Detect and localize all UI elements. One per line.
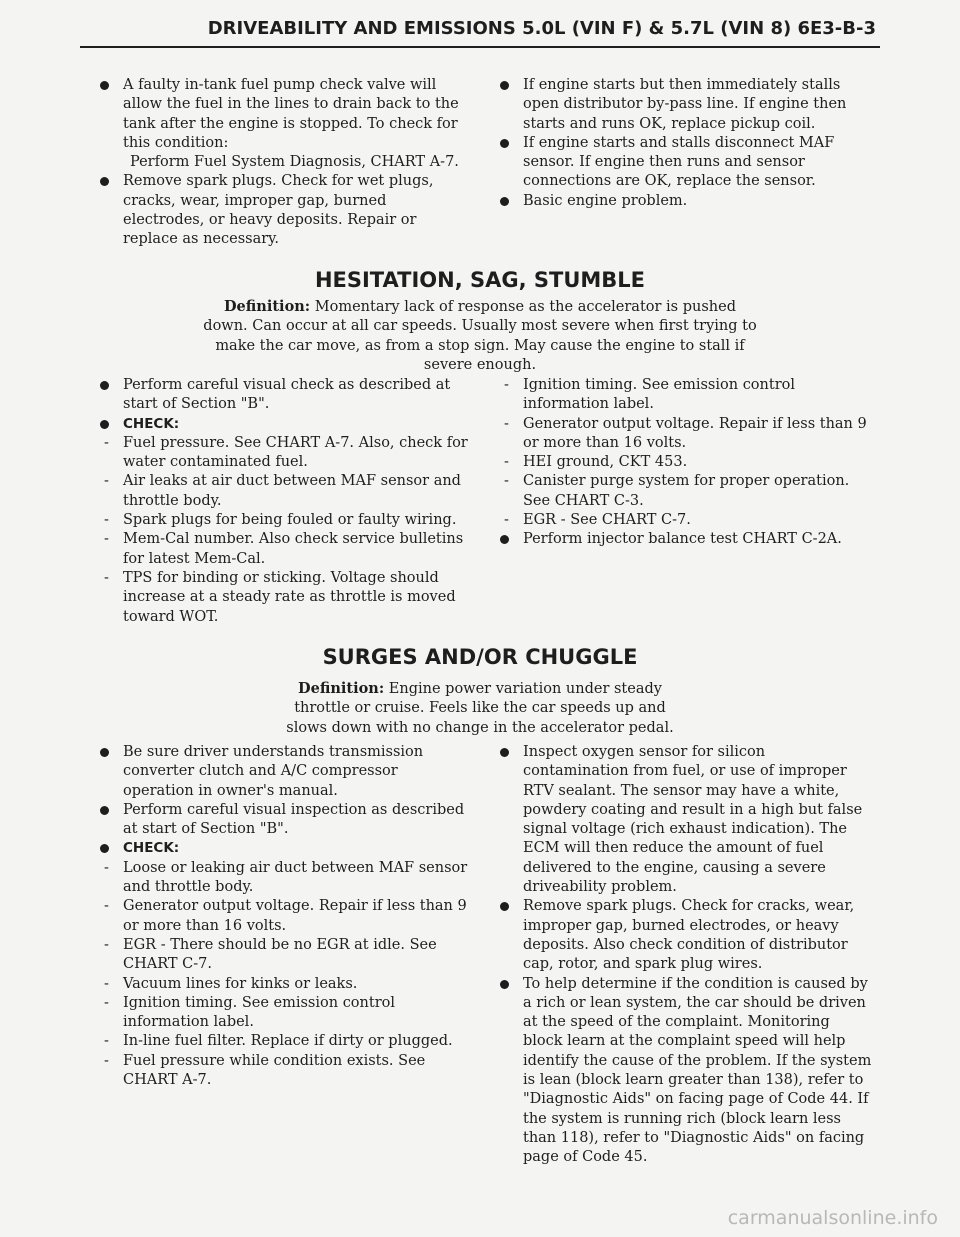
item-text: CHECK: [123, 415, 180, 432]
check-item [100, 472, 472, 511]
bullet-icon [500, 748, 509, 757]
dash-icon: - [504, 454, 509, 471]
check-item [100, 511, 472, 530]
dash-icon: - [504, 415, 509, 432]
top-left-column [100, 76, 472, 250]
page-header [80, 18, 880, 48]
check-item [500, 376, 872, 415]
surges-title: SURGES AND/OR CHUGGLE [322, 645, 638, 669]
bullet-icon [500, 980, 509, 989]
hesitation-title: HESITATION, SAG, STUMBLE [314, 268, 646, 292]
check-item [100, 975, 472, 994]
check-item [100, 1052, 472, 1091]
item-text: EGR - There should be no EGR at idle. See CHART C-7. [123, 936, 437, 973]
item-text: Remove spark plugs. Check for cracks, wear, improper gap, burned electrodes, or heavy deposits. Also check condition of distributor cap, rotor, and spark plug wires. [523, 898, 855, 973]
item-text: If engine starts and stalls disconnect MAF sensor. If engine then runs and sensor connections are OK, replace the sensor. [523, 134, 835, 190]
bullet-icon [100, 806, 109, 815]
bullet-item [100, 376, 472, 415]
bullet-item [500, 134, 872, 192]
bullet-item [500, 192, 872, 211]
item-text: Generator output voltage. Repair if less than 9 or more than 16 volts. [523, 415, 867, 451]
check-item [500, 511, 872, 530]
bullet-icon [100, 381, 109, 390]
dash-icon: - [104, 975, 109, 992]
item-text: If engine starts but then immediately stalls open distributor by-pass line. If engine then starts and runs OK, replace pickup coil. [523, 77, 847, 132]
dash-icon: - [104, 434, 109, 451]
item-text: Fuel pressure while condition exists. See CHART A-7. [123, 1052, 426, 1089]
item-text: Ignition timing. See emission control information label. [523, 377, 796, 413]
hesitation-definition [0, 297, 960, 375]
check-item [100, 936, 472, 975]
check-item [100, 569, 472, 627]
dash-icon: - [104, 1052, 109, 1069]
dash-icon: - [504, 512, 509, 529]
hesitation-definition-text: Momentary lack of response as the accelerator is pushed down. Can occur at all car speeds. Usually most severe when first trying to make the car move, as from a stop sign. May cause the engine to stall if severe enough. [203, 299, 757, 373]
bullet-item [100, 172, 472, 249]
top-right-column [500, 76, 872, 211]
item-text: Perform careful visual inspection as described at start of Section "B". [123, 801, 465, 838]
check-item [500, 472, 872, 511]
dash-icon: - [104, 512, 109, 529]
surges-definition-text: Engine power variation under steady throttle or cruise. Feels like the car speeds up and slows down with no change in the accelerator pedal. [286, 681, 674, 736]
item-text: A faulty in-tank fuel pump check valve will allow the fuel in the lines to drain back to the tank after the engine is stopped. To check for this condition: [123, 77, 459, 151]
item-text: Generator output voltage. Repair if less than 9 or more than 16 volts. [123, 898, 467, 934]
dash-icon: - [504, 473, 509, 490]
bullet-icon [500, 535, 509, 544]
bullet-item [500, 975, 872, 1168]
indented-line [100, 153, 472, 172]
bullet-item [100, 801, 472, 840]
item-text: Ignition timing. See emission control information label. [123, 994, 396, 1031]
check-item [500, 415, 872, 454]
dash-icon: - [104, 898, 109, 915]
item-text: Vacuum lines for kinks or leaks. [123, 975, 358, 992]
item-text: CHECK: [123, 840, 180, 857]
item-text: HEI ground, CKT 453. [523, 454, 688, 471]
item-text: Be sure driver understands transmission converter clutch and A/C compressor operation in owner's manual. [123, 744, 424, 799]
bullet-icon [500, 197, 509, 206]
item-text: Air leaks at air duct between MAF sensor and throttle body. [123, 473, 461, 509]
bullet-icon [100, 177, 109, 186]
watermark: carmanualsonline.info [727, 1207, 938, 1229]
dash-icon: - [104, 1033, 109, 1050]
bullet-icon [100, 844, 109, 853]
bullet-icon [500, 139, 509, 148]
bullet-icon [100, 748, 109, 757]
item-text: Inspect oxygen sensor for silicon contamination from fuel, or use of improper RTV sealant. The sensor may have a white, powdery coating and result in a high but false signal voltage (rich exhaust indication). The ECM will then reduce the amount of fuel delivered to the engine, causing a severe driveability problem. [523, 744, 863, 896]
item-text: Perform Fuel System Diagnosis, CHART A-7. [130, 154, 459, 171]
dash-icon: - [104, 531, 109, 548]
surges-left-column [100, 743, 472, 1090]
dash-icon: - [104, 569, 109, 586]
item-text: Perform careful visual check as described at start of Section "B". [123, 377, 451, 413]
page-header-title: DRIVEABILITY AND EMISSIONS 5.0L (VIN F) & 5.7L (VIN 8) 6E3-B-3 [207, 18, 876, 39]
dash-icon: - [504, 377, 509, 393]
check-item [100, 434, 472, 473]
bullet-item [500, 76, 872, 134]
check-item [500, 453, 872, 472]
bullet-item [500, 743, 872, 897]
hesitation-definition-label: Definition: [223, 298, 311, 315]
bullet-item [100, 76, 472, 153]
surges-definition [0, 679, 960, 738]
dash-icon: - [104, 994, 109, 1011]
item-text: Canister purge system for proper operation. See CHART C-3. [523, 473, 850, 509]
dash-icon: - [104, 473, 109, 490]
item-text: In-line fuel filter. Replace if dirty or plugged. [123, 1033, 453, 1050]
dash-icon: - [104, 859, 109, 876]
item-text: To help determine if the condition is caused by a rich or lean system, the car should be driven at the speed of the complaint. Monitoring block learn at the complaint speed will help identify the cause of the problem. If the system is lean (block learn greater than 138), refer to "Diagnostic Aids" on facing page of Code 44. If the system is running rich (block learn less than 118), refer to "Diagnostic Aids" on facing page of Code 45. [523, 975, 872, 1166]
item-text: Fuel pressure. See CHART A-7. Also, check for water contaminated fuel. [123, 434, 468, 471]
bullet-icon [100, 420, 109, 429]
hesitation-right-column [500, 376, 872, 550]
check-item [100, 859, 472, 898]
bullet-item [500, 530, 872, 549]
item-text: Loose or leaking air duct between MAF sensor and throttle body. [123, 859, 468, 896]
bullet-icon [100, 81, 109, 90]
dash-icon: - [104, 936, 109, 953]
surges-right-column [500, 743, 872, 1168]
check-heading [100, 839, 472, 858]
item-text: Spark plugs for being fouled or faulty wiring. [123, 512, 457, 529]
item-text: EGR - See CHART C-7. [523, 512, 691, 529]
item-text: Remove spark plugs. Check for wet plugs, cracks, wear, improper gap, burned electrodes, or heavy deposits. Repair or replace as necessary. [123, 173, 434, 248]
check-item [100, 897, 472, 936]
item-text: Perform injector balance test CHART C-2A. [523, 531, 842, 548]
bullet-item [100, 743, 472, 801]
bullet-icon [500, 81, 509, 90]
item-text: TPS for binding or sticking. Voltage should increase at a steady rate as throttle is moved toward WOT. [123, 569, 456, 625]
hesitation-left-column [100, 376, 472, 627]
bullet-item [500, 897, 872, 974]
surges-definition-label: Definition: [298, 680, 385, 697]
bullet-icon [500, 902, 509, 911]
check-item [100, 994, 472, 1033]
item-text: Basic engine problem. [523, 192, 688, 209]
check-item [100, 530, 472, 569]
item-text: Mem-Cal number. Also check service bulletins for latest Mem-Cal. [123, 531, 464, 567]
check-heading [100, 415, 472, 434]
check-item [100, 1032, 472, 1051]
